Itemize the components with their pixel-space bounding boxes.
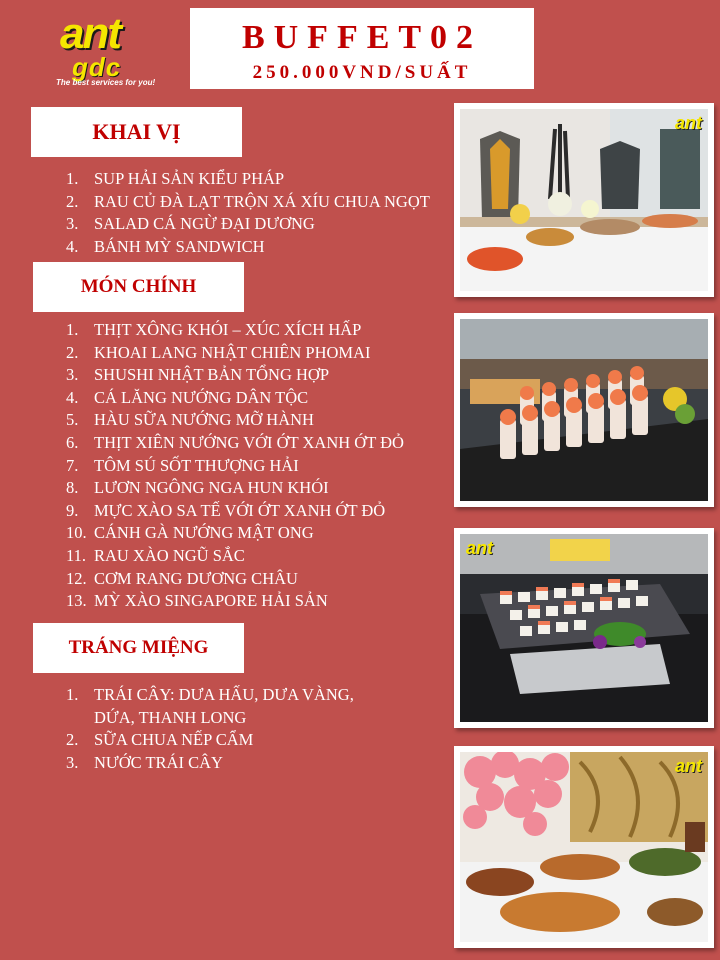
photo-watermark: ant — [675, 756, 702, 776]
menu-item-text: SỮA CHUA NẾP CẨM — [94, 730, 254, 750]
menu-item-text: SALAD CÁ NGỪ ĐẠI DƯƠNG — [94, 214, 315, 234]
menu-item — [56, 500, 456, 523]
menu-item — [56, 684, 386, 729]
menu-item-number: 1. — [66, 320, 79, 339]
menu-item-text: LƯƠN NGÔNG NGA HUN KHÓI — [94, 478, 329, 498]
menu-item — [56, 568, 456, 591]
buffet-table-image — [460, 109, 708, 291]
main-course-list — [56, 319, 456, 613]
menu-item-text: THỊT XIÊN NƯỚNG VỚI ỚT XANH ỚT ĐỎ — [94, 432, 404, 452]
logo-wordmark: ant — [60, 9, 120, 58]
menu-item — [56, 236, 456, 259]
price-label: 250.000VND/SUẤT — [252, 62, 472, 83]
menu-item-text: CƠM RANG DƯƠNG CHÂU — [94, 568, 298, 588]
menu-item-text: CÁ LĂNG NƯỚNG DÂN TỘC — [94, 387, 309, 407]
menu-item-text: RAU XÀO NGŨ SẮC — [94, 545, 245, 565]
menu-item — [56, 319, 456, 342]
menu-item-number: 9. — [66, 500, 79, 520]
menu-item — [56, 191, 456, 214]
menu-item — [56, 213, 456, 236]
menu-item-number: 2. — [66, 730, 79, 750]
section-title-desserts: TRÁNG MIỆNG — [68, 637, 209, 658]
section-header-desserts — [33, 623, 244, 673]
menu-item-number: 5. — [66, 410, 79, 430]
menu-item-number: 2. — [66, 342, 79, 362]
menu-item-number: 7. — [66, 455, 79, 475]
menu-item-number: 12. — [66, 568, 87, 588]
menu-item-text: MỰC XÀO SA TẾ VỚI ỚT XANH ỚT ĐỎ — [94, 500, 386, 520]
photo-sushi-platter — [454, 528, 714, 728]
menu-item — [56, 387, 456, 410]
menu-item-number: 1. — [66, 685, 79, 704]
menu-item-text: TÔM SÚ SỐT THƯỢNG HẢI — [94, 455, 299, 475]
section-header-mains — [33, 262, 244, 312]
menu-item-number: 8. — [66, 478, 79, 498]
photo-buffet-table — [454, 103, 714, 297]
menu-item-text: SHUSHI NHẬT BẢN TỔNG HỢP — [94, 365, 329, 385]
title-panel — [190, 8, 534, 89]
menu-item-text: CÁNH GÀ NƯỚNG MẬT ONG — [94, 523, 314, 543]
menu-item — [56, 409, 456, 432]
menu-item-text: NƯỚC TRÁI CÂY — [94, 752, 223, 772]
appetizer-list — [56, 168, 456, 258]
section-title-mains: MÓN CHÍNH — [80, 276, 197, 297]
menu-item-number: 10. — [66, 523, 87, 543]
menu-item-number: 13. — [66, 591, 87, 611]
menu-item-number: 1. — [66, 169, 79, 188]
menu-item-text: BÁNH MỲ SANDWICH — [94, 236, 265, 256]
menu-item-text: SUP HẢI SẢN KIỂU PHÁP — [94, 169, 285, 188]
menu-item — [56, 342, 456, 365]
menu-item-text: MỲ XÀO SINGAPORE HẢI SẢN — [94, 591, 328, 611]
photo-watermark: ant — [466, 538, 493, 558]
logo-tagline: The best services for you! — [56, 78, 156, 87]
menu-item-number: 3. — [66, 365, 79, 385]
menu-item-number: 4. — [66, 387, 79, 407]
menu-item-text: KHOAI LANG NHẬT CHIÊN PHOMAI — [94, 342, 371, 362]
menu-item-text: TRÁI CÂY: DƯA HẤU, DƯA VÀNG, DỨA, THANH LONG — [94, 685, 354, 727]
menu-item — [56, 545, 456, 568]
shrimp-cups-image — [460, 319, 708, 501]
brand-logo — [56, 9, 156, 88]
menu-item-number: 3. — [66, 752, 79, 772]
menu-item — [56, 168, 456, 191]
menu-item — [56, 455, 456, 478]
menu-item — [56, 432, 456, 455]
menu-item — [56, 522, 456, 545]
menu-item-number: 3. — [66, 214, 79, 234]
page-title: BUFFET02 — [241, 19, 483, 56]
menu-item-number: 4. — [66, 236, 79, 256]
menu-item-number: 11. — [66, 545, 87, 565]
fried-dishes-image — [460, 752, 708, 942]
menu-item — [56, 477, 456, 500]
menu-item — [56, 729, 386, 752]
menu-item-text: THỊT XÔNG KHÓI – XÚC XÍCH HẤP — [94, 320, 362, 339]
menu-item-text: HÀU SỮA NƯỚNG MỠ HÀNH — [94, 410, 314, 430]
logo-subtext: gdc — [72, 52, 122, 82]
sushi-platter-image — [460, 534, 708, 722]
menu-item-number: 2. — [66, 191, 79, 211]
menu-item-number: 6. — [66, 432, 79, 452]
section-title-appetizers: KHAI VỊ — [92, 119, 181, 144]
photo-fried-dishes — [454, 746, 714, 948]
section-header-appetizers — [31, 107, 242, 157]
menu-item — [56, 590, 456, 613]
photo-shrimp-cups — [454, 313, 714, 507]
photo-watermark: ant — [675, 113, 702, 133]
dessert-list — [56, 684, 386, 774]
menu-item — [56, 364, 456, 387]
menu-item — [56, 752, 386, 775]
menu-item-text: RAU CỦ ĐÀ LẠT TRỘN XÁ XÍU CHUA NGỌT — [94, 191, 430, 211]
